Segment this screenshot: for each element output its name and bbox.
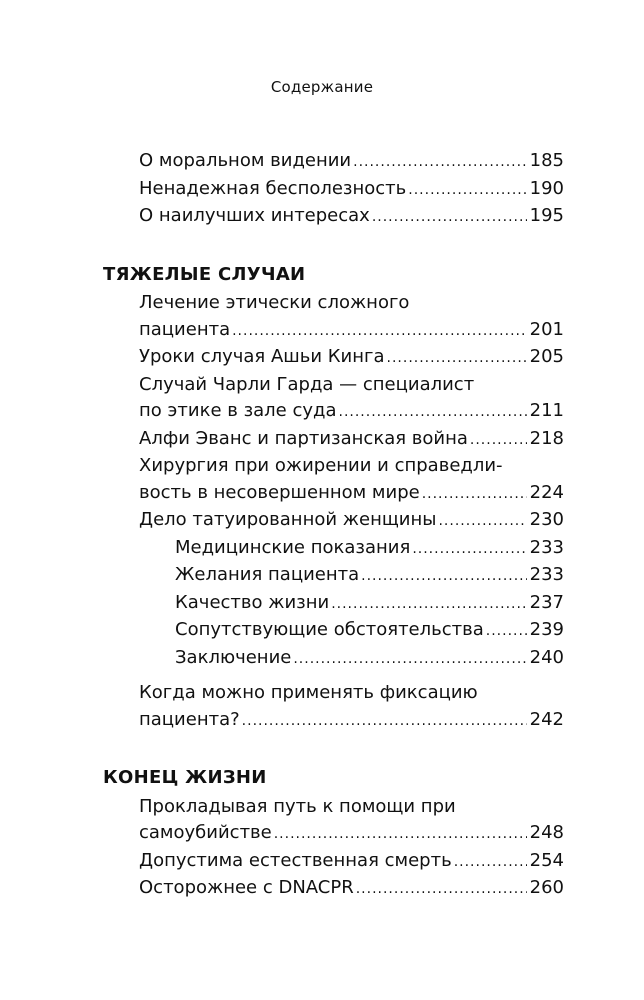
dot-leader [372,204,527,231]
toc-subentry [175,535,564,563]
section-heading: КОНЕЦ ЖИЗНИ [103,767,267,788]
dot-leader [454,849,527,876]
dot-leader [339,399,527,426]
page-number: 233 [529,536,564,558]
page-number: 205 [529,346,564,367]
toc-entry-title: Дело татуированной женщины [139,509,437,530]
page-number: 185 [529,150,564,171]
toc-entry [139,848,564,876]
toc-entry-title-line: Хирургия при ожирении и справедли- [139,455,503,476]
page-number: 218 [529,427,564,449]
toc-subentry [175,645,564,673]
toc-entry [139,875,564,903]
dot-leader [331,591,526,618]
toc-entry-title-line: Когда можно применять фиксацию [139,682,478,703]
page-number: 240 [529,646,564,668]
toc-entry [139,507,564,535]
dot-leader [387,345,527,372]
dot-leader [293,646,526,673]
toc-entry [139,794,564,848]
toc-entry [139,176,564,204]
page-number: 248 [529,822,564,843]
dot-leader [361,563,527,590]
toc-entry [139,290,564,344]
toc-subentry-title: Качество жизни [175,591,330,613]
toc-subentry-title: Сопутствующие обстоятельства [175,619,484,640]
toc-subentry-title: Желания пациента [175,564,360,585]
toc-entry-title: Допустима естественная смерть [139,849,452,871]
dot-leader [232,318,527,345]
toc-subentry [175,562,564,590]
toc-subentry-title: Медицинские показания [175,536,411,558]
toc-entry-title: О наилучших интересах [139,205,370,226]
page-number: 237 [529,591,564,613]
running-head: Содержание [270,78,374,96]
page-number: 260 [529,877,564,898]
page-number: 224 [529,481,564,503]
toc-entry-title-line: Лечение этически сложного [139,292,410,313]
toc-entry-title: самоубийстве [139,822,272,843]
dot-leader [274,821,527,848]
dot-leader [422,481,527,508]
toc-entry [139,426,564,454]
page-number: 201 [529,318,564,340]
toc-entry-title: Осторожнее с DNACPR [139,877,354,898]
toc-entry-title: вость в несовершенном мире [139,481,420,503]
dot-leader [470,427,527,454]
toc-entry [139,372,564,426]
toc-entry-title: О моральном видении [139,150,352,171]
section-heading: ТЯЖЕЛЫЕ СЛУЧАИ [103,263,306,285]
dot-leader [412,536,526,563]
toc-entry-title: пациента? [139,708,240,730]
page-number: 195 [529,205,564,226]
dot-leader [242,708,527,735]
page-number: 190 [529,177,564,199]
toc-entry-title: пациента [139,318,231,340]
toc-entry-title-line: Прокладывая путь к помощи при [139,795,456,817]
page-number: 242 [529,708,564,730]
dot-leader [486,618,527,645]
toc-entry-title: Алфи Эванс и партизанская война [139,427,468,449]
toc-entry [139,148,564,176]
toc-entry [139,203,564,231]
toc-entry-title: Уроки случая Ашьи Кинга [139,346,385,367]
dot-leader [353,149,527,176]
toc-subentry [175,590,564,618]
toc-entry-title: Ненадежная бесполезность [139,177,407,199]
page-number: 211 [529,400,564,421]
toc-subentry [175,617,564,645]
dot-leader [356,876,527,903]
toc-entry [139,344,564,372]
page-number: 254 [529,849,564,871]
toc-entry-title: по этике в зале суда [139,400,337,421]
toc-entry [139,680,564,734]
table-of-contents [0,148,644,903]
dot-leader [438,508,526,535]
dot-leader [408,177,526,204]
page-number: 233 [529,564,564,585]
toc-entry-title-line: Случай Чарли Гарда — специалист [139,373,475,395]
toc-entry [139,453,564,507]
page-number: 230 [529,509,564,530]
page-number: 239 [529,619,564,640]
toc-subentry-title: Заключение [175,646,292,668]
